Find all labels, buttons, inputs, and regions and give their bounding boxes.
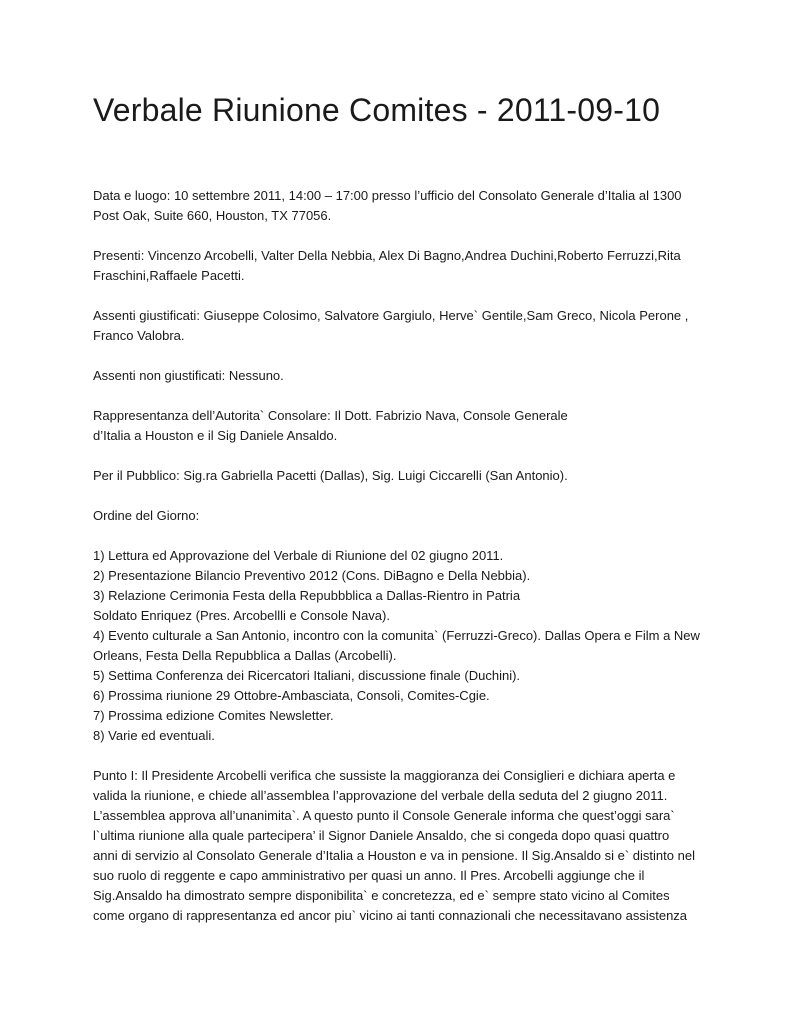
text-line: Post Oak, Suite 660, Houston, TX 77056.: [93, 208, 332, 223]
document-body: [93, 186, 703, 946]
ordine-del-giorno-list: [93, 546, 703, 746]
text-line: L’assemblea approva all’unanimita`. A questo punto il Console Generale informa che quest’oggi sara`: [93, 808, 675, 823]
text-line: Presenti: Vincenzo Arcobelli, Valter Della Nebbia, Alex Di Bagno,Andrea Duchini,Roberto Ferruzzi,Rita: [93, 248, 681, 263]
text-line: Franco Valobra.: [93, 328, 185, 343]
list-item: Soldato Enriquez (Pres. Arcobellli e Console Nava).: [93, 608, 390, 623]
paragraph-data-luogo: [93, 186, 703, 226]
text-line: suo ruolo di reggente e capo amministrativo per quasi un anno. Il Pres. Arcobelli aggiunge che il: [93, 868, 645, 883]
list-item: 8) Varie ed eventuali.: [93, 728, 215, 743]
text-line: Punto I: Il Presidente Arcobelli verifica che sussiste la maggioranza dei Consiglieri e dichiara aperta e: [93, 768, 676, 783]
list-item: 4) Evento culturale a San Antonio, incontro con la comunita` (Ferruzzi-Greco). Dallas Opera e Film a New: [93, 628, 700, 643]
list-item: 3) Relazione Cerimonia Festa della Repubbblica a Dallas-Rientro in Patria: [93, 588, 521, 603]
text-line: come organo di rappresentanza ed ancor piu` vicino ai tanti connazionali che necessitavano assistenza: [93, 908, 688, 923]
text-line: Per il Pubblico: Sig.ra Gabriella Pacetti (Dallas), Sig. Luigi Ciccarelli (San Antonio).: [93, 468, 568, 483]
ordine-del-giorno-heading: [93, 506, 703, 526]
list-item: 5) Settima Conferenza dei Ricercatori Italiani, discussione finale (Duchini).: [93, 668, 521, 683]
list-item: 6) Prossima riunione 29 Ottobre-Ambasciata, Consoli, Comites-Cgie.: [93, 688, 490, 703]
paragraph-pubblico: [93, 466, 703, 486]
list-item: 1) Lettura ed Approvazione del Verbale di Riunione del 02 giugno 2011.: [93, 548, 504, 563]
text-line: valida la riunione, e chiede all’assemblea l’approvazione del verbale della seduta del 2 giugno 2011.: [93, 788, 668, 803]
text-line: d’Italia a Houston e il Sig Daniele Ansaldo.: [93, 428, 338, 443]
text-line: Assenti non giustificati: Nessuno.: [93, 368, 284, 383]
list-item: 2) Presentazione Bilancio Preventivo 2012 (Cons. DiBagno e Della Nebbia).: [93, 568, 531, 583]
list-item: 7) Prossima edizione Comites Newsletter.: [93, 708, 334, 723]
paragraph-rappresentanza: [93, 406, 703, 446]
text-line: l`ultima riunione alla quale partecipera’ il Signor Daniele Ansaldo, che si congeda dopo quasi quattro: [93, 828, 670, 843]
list-item: Orleans, Festa Della Repubblica a Dallas (Arcobelli).: [93, 648, 397, 663]
paragraph-assenti-non-giustificati: [93, 366, 703, 386]
text-line: Assenti giustificati: Giuseppe Colosimo, Salvatore Gargiulo, Herve` Gentile,Sam Greco, Nicola Perone ,: [93, 308, 689, 323]
text-line: Ordine del Giorno:: [93, 508, 200, 523]
text-line: Rappresentanza dell’Autorita` Consolare: Il Dott. Fabrizio Nava, Console Generale: [93, 408, 568, 423]
text-line: Data e luogo: 10 settembre 2011, 14:00 – 17:00 presso l’ufficio del Consolato Generale d’Italia al 1300: [93, 188, 682, 203]
paragraph-punto-1: [93, 766, 703, 926]
paragraph-assenti-giustificati: [93, 306, 703, 346]
text-line: Fraschini,Raffaele Pacetti.: [93, 268, 245, 283]
text-line: anni di servizio al Consolato Generale d’Italia a Houston e va in pensione. Il Sig.Ansaldo si e` distinto nel: [93, 848, 695, 863]
document-title: Verbale Riunione Comites - 2011-09-10: [93, 92, 661, 128]
text-line: Sig.Ansaldo ha dimostrato sempre disponibilita` e concretezza, ed e` sempre stato vicino al Comites: [93, 888, 670, 903]
paragraph-presenti: [93, 246, 703, 286]
